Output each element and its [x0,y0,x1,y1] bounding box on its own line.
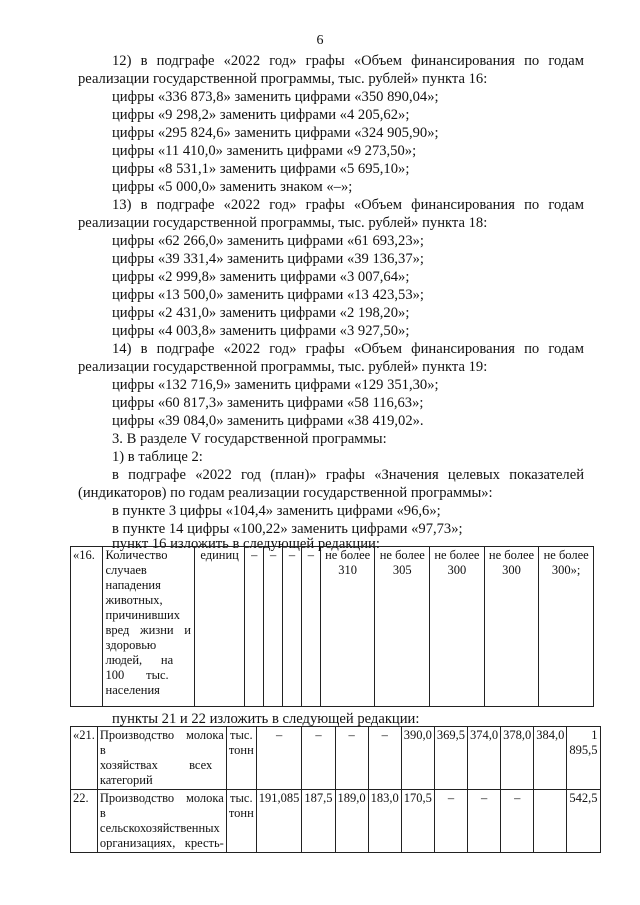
paragraph-12-line2: реализации государственной программы, тыс. рублей» пункта 16: [78,71,488,87]
item12-5: цифры «8 531,1» заменить цифрами «5 695,10»; [112,161,410,177]
value-cell: 187,5 [302,790,335,853]
table2-intro: 1) в таблице 2: [112,449,203,465]
point3-change: в пункте 3 цифры «104,4» заменить цифрами «96,6»; [112,503,441,519]
item13-3: цифры «2 999,8» заменить цифрами «3 007,64»; [112,269,410,285]
limit-value: 300»; [551,563,581,577]
name-line: Количество [105,548,168,562]
row-number: «21. [71,727,98,790]
indicator-name-cell [97,727,226,790]
value-cell: 1 895,5 [567,727,600,790]
value-cell: – [368,727,401,790]
limit-value: 300 [502,563,521,577]
value-cell: 191,085 [256,790,302,853]
item14-2: цифры «60 817,3» заменить цифрами «58 116,63»; [112,395,424,411]
indicator-name-cell [102,547,194,707]
paragraph-13-line2: реализации государственной программы, тыс. рублей» пункта 18: [78,215,488,231]
value-cell: – [283,547,302,707]
value-cell: 183,0 [368,790,401,853]
value-cell: 170,5 [401,790,434,853]
name-line: организациях, кресть- [99,836,224,850]
section-3-heading: 3. В разделе V государственной программы: [112,431,387,447]
limit-cell [320,547,375,707]
value-cell [534,790,567,853]
name-line: хозяйствах всех [99,758,213,772]
item13-6: цифры «4 003,8» заменить цифрами «3 927,50»; [112,323,410,339]
name-line: сельскохозяйственных [99,821,220,835]
paragraph-12-line1: 12) в подграфе «2022 год» графы «Объем финансирования по годам [112,53,584,69]
limit-cell [539,547,594,707]
item12-6: цифры «5 000,0» заменить знаком «–»; [112,179,353,195]
table-row [71,727,601,790]
limit-label: не более [325,548,371,562]
value-cell: 390,0 [401,727,434,790]
value-cell: – [245,547,264,707]
item13-4: цифры «13 500,0» заменить цифрами «13 423,53»; [112,287,424,303]
name-line: нападения [105,578,161,592]
value-cell: 378,0 [501,727,534,790]
unit-line: тонн [228,806,254,820]
value-cell: – [264,547,283,707]
item12-3: цифры «295 824,6» заменить цифрами «324 905,90»; [112,125,439,141]
name-line: случаев [105,563,147,577]
value-cell: – [335,727,368,790]
unit-line: тыс. [230,728,253,742]
value-cell: – [468,790,501,853]
limit-cell [375,547,430,707]
paragraph-14-line2: реализации государственной программы, тыс. рублей» пункта 19: [78,359,488,375]
value-cell: 189,0 [335,790,368,853]
limit-value: 305 [392,563,412,577]
limit-cell [484,547,539,707]
limit-label: не более [543,548,589,562]
paragraph-14-line1: 14) в подграфе «2022 год» графы «Объем финансирования по годам [112,341,584,357]
value-cell: – [501,790,534,853]
unit-line: тонн [228,743,254,757]
limit-value: 310 [338,563,358,577]
subgraph-line1: в подграфе «2022 год (план)» графы «Значения целевых показателей [112,467,584,483]
item13-2: цифры «39 331,4» заменить цифрами «39 136,37»; [112,251,424,267]
name-line: здоровью [105,638,157,652]
item12-4: цифры «11 410,0» заменить цифрами «9 273,50»; [112,143,417,159]
name-line: вред жизни и [105,623,191,637]
name-line: категорий [99,773,153,787]
name-line: Производство молока в [99,791,224,820]
value-cell: 374,0 [468,727,501,790]
table-row [71,790,601,853]
value-cell: – [256,727,302,790]
unit-cell: единиц [194,547,244,707]
name-line: животных, [105,593,163,607]
point14-change: в пункте 14 цифры «100,22» заменить цифрами «97,73»; [112,521,463,537]
unit-line: тыс. [230,791,253,805]
paragraph-13-line1: 13) в подграфе «2022 год» графы «Объем финансирования по годам [112,197,584,213]
point16-table [70,546,594,707]
indicator-name-cell [97,790,226,853]
row-number: 22. [71,790,98,853]
page-number: 6 [316,33,324,48]
points21-22-table [70,726,601,853]
name-line: населения [105,683,160,697]
points21-22-intro: пункты 21 и 22 изложить в следующей редакции: [112,711,420,727]
unit-cell [226,727,256,790]
item13-1: цифры «62 266,0» заменить цифрами «61 693,23»; [112,233,424,249]
item13-5: цифры «2 431,0» заменить цифрами «2 198,20»; [112,305,410,321]
row-number: «16. [71,547,103,707]
value-cell: – [302,727,335,790]
item12-2: цифры «9 298,2» заменить цифрами «4 205,62»; [112,107,410,123]
value-cell: – [434,790,467,853]
limit-label: не более [488,548,535,562]
subgraph-line2: (индикаторов) по годам реализации государственной программы»: [78,485,493,501]
table-row [71,547,594,707]
value-cell: 542,5 [567,790,600,853]
name-line: Производство молока в [99,728,224,757]
limit-label: не более [379,548,425,562]
unit-cell [226,790,256,853]
point16-intro: пункт 16 изложить в следующей редакции: [112,536,380,552]
name-line: причинивших [105,608,180,622]
limit-label: не более [434,548,480,562]
value-cell: 369,5 [434,727,467,790]
limit-cell [430,547,485,707]
name-line: людей, на [105,653,174,667]
item12-1: цифры «336 873,8» заменить цифрами «350 890,04»; [112,89,439,105]
item14-1: цифры «132 716,9» заменить цифрами «129 351,30»; [112,377,439,393]
item14-3: цифры «39 084,0» заменить цифрами «38 419,02». [112,413,424,429]
limit-value: 300 [447,563,467,577]
value-cell: 384,0 [534,727,567,790]
value-cell: – [301,547,320,707]
name-line: 100 тыс. [105,668,169,682]
